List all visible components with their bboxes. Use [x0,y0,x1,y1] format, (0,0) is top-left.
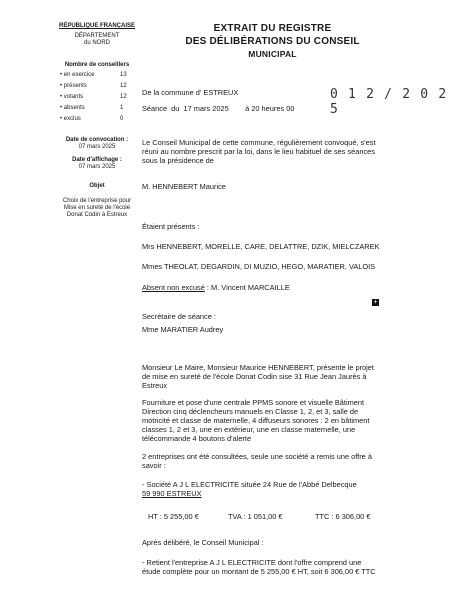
secretary-label: Secrétaire de séance : [142,312,216,321]
department-label: DÉPARTEMENT [74,33,120,39]
price-ht: HT : 5 255,00 € [148,512,199,521]
commune-line: De la commune d' ESTREUX [142,88,239,97]
project-paragraph: Monsieur Le Maire, Monsieur Maurice HENNEBERT, présente le projet de mise en sureté de l'école Donat Codin sise 31 Rue Jean Jaurès à Estreux [142,363,374,390]
presents-women: Mmes THEOLAT, DEGARDIN, DI MUZIO, HEGO, MARATIER, VALOIS [142,262,376,271]
price-ttc: TTC : 6 306,00 € [315,512,371,521]
company-address: - Société A J L ELECTRICITE située 24 Rue de l'Abbé Delbecque 59 990 ESTREUX [142,480,357,498]
affichage-label: Date d'affichage : [72,157,122,163]
count-row: • présents 12 [60,83,127,89]
plus-icon: + [373,299,378,306]
counsellor-counts [60,72,138,127]
intro-paragraph: Le Conseil Municipal de cette commune, régulièrement convoqué, s'est réuni au nombre prescrit par la loi, dans le lieu habituel de ses séances sous la présidence de [142,138,376,165]
objet-label: Objet [89,183,105,189]
secretary-name: Mme MARATIER Audrey [142,325,224,334]
objet-text: Choix de l'entreprise pour Mise en sureté de l'école Donat Codin à Estreux [62,198,132,218]
presents-label: Étaient présents : [142,222,200,231]
counsellors-title: Nombre de conseillers [64,62,130,68]
price-tva: TVA : 1 051,00 € [228,512,283,521]
president-name: M. HENNEBERT Maurice [142,182,226,191]
count-row: • exclus 0 [60,116,124,122]
count-row: • votants 12 [60,94,127,100]
affichage-date: 07 mars 2025 [78,164,116,170]
republic-label: RÉPUBLIQUE FRANÇAISE [58,23,135,29]
absent-line: Absent non excusé : M. Vincent MARCAILLE [142,283,290,292]
seance-line: Séance du 17 mars 2025 à 20 heures 00 [142,104,295,113]
consultation-paragraph: 2 entreprises ont été consultées, seule une société a remis une offre à savoir : [142,452,372,470]
count-row: • absents 1 [60,105,124,111]
department-name: du NORD [83,40,110,46]
retain-paragraph: - Retient l'entreprise A J L ELECTRICITE dont l'offre comprend une étude complète pour un montant de 5 255,00 € HT, soit 6 306,00 € TTC [142,558,376,576]
supply-paragraph: Fourniture et pose d'une centrale PPMS sonore et visuelle Bâtiment Direction cinq déclencheurs manuels en Classe 1, 2, et 3, salle de motricité et classe de maternelle, 4 diffuseurs sonores : 2 en bâtiment classes 1, 2 et 3, une en extérieur, une en classe maternelle, une télécommande 4 boutons d'alerte [142,398,370,443]
presents-men: Mrs HENNEBERT, MORELLE, CARE, DELATTRE, DZIK, MIELCZAREK [142,242,380,251]
convocation-date: 07 mars 2025 [78,144,116,150]
convocation-label: Date de convocation : [65,137,129,143]
document-title: EXTRAIT DU REGISTRE DES DÉLIBÉRATIONS DU CONSEIL MUNICIPAL [185,23,360,59]
count-row: • en exercice 13 [60,72,127,78]
registry-number: 0 1 2 / 2 0 2 5 [330,87,448,117]
after-deliberation: Après délibéré, le Conseil Municipal : [142,538,264,547]
